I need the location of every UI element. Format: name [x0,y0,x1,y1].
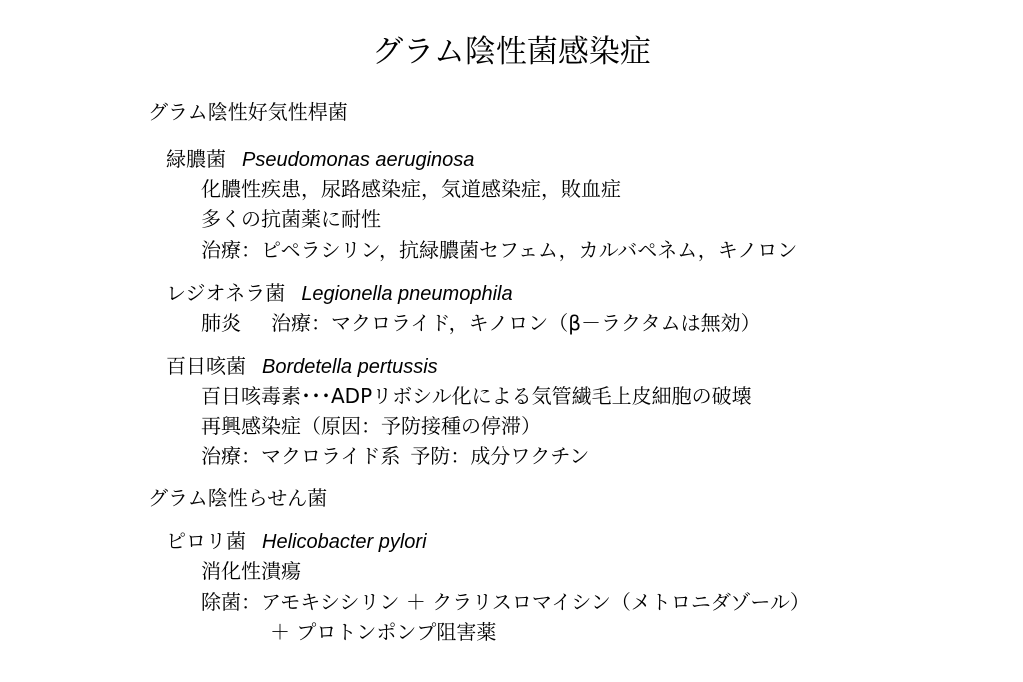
legionella-treatment: 治療：マクロライド，キノロン（β－ラクタムは無効） [271,311,761,335]
bordetella-treatment-prevention [201,442,589,470]
helicobacter-disease: 消化性潰瘍 [201,559,301,583]
organism-name-ja: レジオネラ菌 [166,281,286,305]
bordetella-reemerging: 再興感染症（原因：予防接種の停滞） [201,414,541,438]
pseudomonas-treatment: 治療：ピペラシリン，抗緑膿菌セフェム，カルバペネム，キノロン [201,238,798,262]
legionella-disease: 肺炎 [201,311,241,335]
organism-name-ja: 百日咳菌 [166,354,246,378]
organism-header-helicobacter [166,527,427,556]
helicobacter-eradication-ppi: ＋ プロトンポンプ阻害薬 [270,620,497,644]
pseudomonas-resistance: 多くの抗菌薬に耐性 [201,207,381,231]
legionella-disease-treatment [201,309,761,337]
organism-header-pseudomonas [166,145,474,174]
bordetella-treatment: 治療：マクロライド系 [201,444,401,468]
helicobacter-eradication: 除菌：アモキシシリン ＋ クラリスロマイシン（メトロニダゾール） [201,590,810,614]
bordetella-prevention: 予防：成分ワクチン [410,444,590,468]
organism-name-latin: Bordetella pertussis [262,356,438,378]
organism-name-ja: ピロリ菌 [166,529,246,553]
bordetella-toxin: 百日咳毒素･･･ADPリボシル化による気管繊毛上皮細胞の破壊 [201,384,752,408]
slide-title: グラム陰性菌感染症 [372,34,651,70]
pseudomonas-diseases: 化膿性疾患，尿路感染症，気道感染症，敗血症 [201,177,621,201]
organism-name-ja: 緑膿菌 [166,147,226,171]
section-heading-aerobic-bacilli: グラム陰性好気性桿菌 [148,100,348,124]
organism-header-legionella [166,279,513,308]
section-heading-spiral-bacteria: グラム陰性らせん菌 [148,486,328,510]
organism-name-latin: Pseudomonas aeruginosa [242,149,475,171]
organism-header-bordetella [166,352,438,381]
organism-name-latin: Helicobacter pylori [262,531,427,553]
organism-name-latin: Legionella pneumophila [301,283,513,305]
